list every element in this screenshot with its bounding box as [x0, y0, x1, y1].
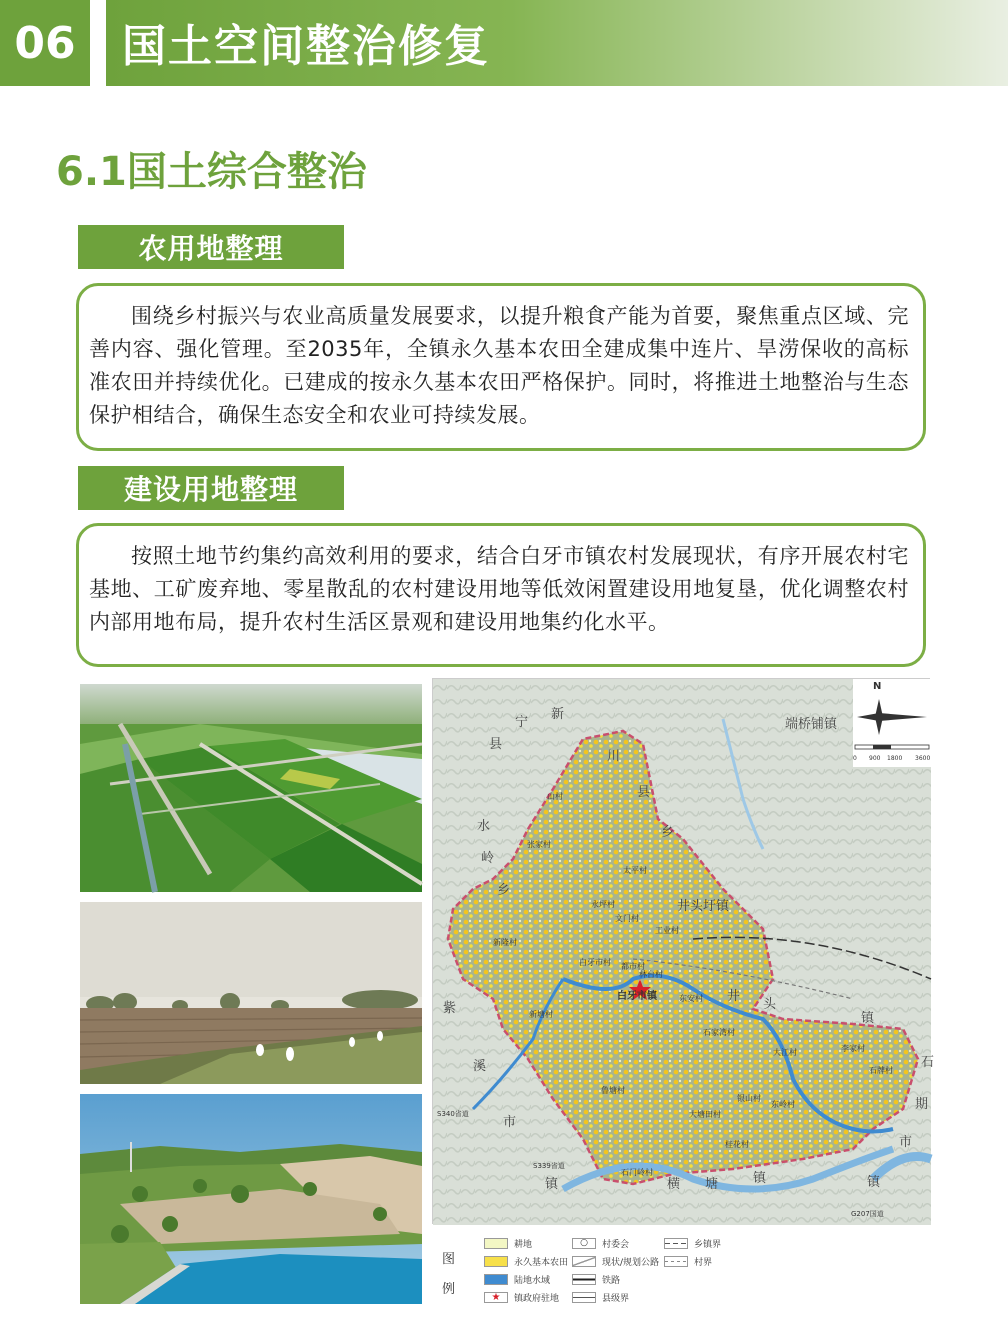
legend-item-town-boundary	[664, 1236, 721, 1250]
legend-label: 现状/规划公路	[602, 1257, 660, 1268]
railway-icon	[572, 1274, 596, 1285]
legend-label: 耕地	[514, 1239, 533, 1250]
center-town-label: 白牙市镇	[617, 991, 657, 1002]
legend-item-road	[572, 1254, 659, 1268]
village-label: 桂花村	[725, 1140, 749, 1149]
map-label-jing: 井	[727, 989, 741, 1004]
legend-item-town-gov	[484, 1290, 559, 1304]
village-label: 工业村	[655, 926, 679, 935]
chapter-title: 国土空间整治修复	[122, 21, 490, 72]
village-label: 林台村	[639, 970, 663, 979]
map-label-xiang2: 乡	[497, 883, 511, 898]
paragraph-farmland: 围绕乡村振兴与农业高质量发展要求，以提升粮食产能为首要，聚焦重点区域、完善内容、强化管理。至2035年，全镇永久基本农田全建成集中连片、旱涝保收的高标准农田并持续优化。已建成的按永久基本农田严格保护。同时，将推进土地整治与生态保护相结合，确保生态安全和农业可持续发展。	[89, 304, 909, 427]
village-label: 大江村	[773, 1048, 797, 1057]
village-label: 山村	[547, 792, 563, 801]
legend-swatch	[484, 1274, 508, 1285]
road-label-g207: G207国道	[851, 1210, 884, 1218]
village-label: 银山村	[737, 1094, 761, 1103]
photo-quarry-restoration	[80, 1094, 422, 1304]
village-label: 石家湾村	[703, 1028, 735, 1037]
village-label: 都市村	[621, 962, 645, 971]
scale-tick-0: 0	[853, 755, 857, 762]
photo-paddy-fields	[80, 684, 422, 892]
paragraph-construction: 按照土地节约集约高效利用的要求，结合白牙市镇农村发展现状，有序开展农村宅基地、工矿废弃地、零星散乱的农村建设用地等低效闲置建设用地复垦，优化调整农村内部用地布局，提升农村生活区景观和建设用地集约化水平。	[89, 544, 909, 634]
map-label-tou: 头	[763, 997, 777, 1012]
legend-swatch	[484, 1238, 508, 1249]
road-icon	[572, 1256, 596, 1267]
legend-item-village-committee	[572, 1236, 629, 1250]
compass-scale-panel	[853, 679, 931, 767]
legend-label: 县级界	[602, 1293, 630, 1304]
text-box-construction	[76, 523, 926, 667]
scale-bar-icon	[855, 745, 929, 751]
scale-tick-2: 1800	[887, 755, 903, 762]
legend-label: 永久基本农田	[514, 1257, 569, 1268]
village-label: 永坪村	[591, 900, 615, 909]
village-label: 石门岭村	[621, 1168, 653, 1177]
map-label-zhen: 镇	[545, 1177, 559, 1192]
map-label-shi2: 石	[921, 1055, 935, 1070]
village-label: 李家村	[841, 1044, 865, 1053]
map-label-tang: 塘	[705, 1177, 719, 1192]
map-legend	[432, 1226, 930, 1306]
map-label-shi: 市	[503, 1115, 517, 1130]
village-label: 白牙市村	[579, 958, 611, 967]
boundary-line-icon	[572, 1292, 596, 1303]
legend-label: 村委会	[602, 1239, 630, 1250]
text-box-farmland	[76, 283, 926, 451]
legend-item-village-boundary	[664, 1254, 712, 1268]
map-label-jingtouxu: 井头圩镇	[677, 899, 730, 914]
map-label-ning: 宁	[515, 715, 529, 730]
map-label-xian: 县	[489, 737, 503, 752]
village-label: 大塘田村	[689, 1110, 721, 1119]
village-label: 新隆村	[493, 938, 517, 947]
legend-swatch	[484, 1256, 508, 1267]
village-label: 东岭村	[771, 1100, 795, 1109]
map-label-zhen4: 镇	[867, 1175, 881, 1190]
village-label: 文门村	[615, 914, 639, 923]
map-label-heng: 横	[667, 1177, 681, 1192]
village-label: 东安村	[679, 994, 703, 1003]
scale-tick-3: 3600	[915, 755, 931, 762]
legend-title-char: 图	[442, 1252, 456, 1267]
chapter-number: 06	[0, 0, 90, 86]
road-label-s340: S340省道	[437, 1110, 469, 1118]
legend-label: 铁路	[602, 1275, 621, 1286]
scale-tick-1: 900	[869, 755, 881, 762]
legend-title-char: 例	[442, 1282, 456, 1297]
village-label: 太平村	[623, 866, 647, 875]
star-icon: ★	[484, 1292, 508, 1303]
road-label-s339: S339省道	[533, 1162, 565, 1170]
village-label: 鲁塘村	[601, 1086, 625, 1095]
subheading-construction: 建设用地整理	[78, 466, 344, 510]
legend-label: 村界	[694, 1257, 713, 1268]
circle-icon: ○	[572, 1238, 596, 1249]
legend-item-county-boundary	[572, 1290, 629, 1304]
map-label-zhen3: 镇	[753, 1171, 767, 1186]
village-label: 张家村	[527, 840, 551, 849]
village-label: 石牌村	[869, 1066, 893, 1075]
photo-plowed-field	[80, 902, 422, 1084]
legend-label: 陆地水域	[514, 1275, 551, 1286]
north-label: N	[873, 681, 882, 692]
compass-rose-icon	[857, 699, 927, 739]
map-label-shi3: 市	[899, 1135, 913, 1150]
map-label-xin: 新	[551, 707, 565, 722]
map-label-xian2: 县	[637, 785, 651, 800]
map-label-ling: 岭	[481, 851, 495, 866]
legend-label: 镇政府驻地	[514, 1293, 560, 1304]
land-consolidation-map	[432, 678, 935, 1224]
village-label: 新塘村	[529, 1010, 553, 1019]
legend-item-water	[484, 1272, 550, 1286]
section-title: 6.1国土综合整治	[56, 149, 367, 195]
map-label-xi: 溪	[473, 1059, 487, 1074]
map-label-duanqiaopu: 端桥铺镇	[785, 717, 838, 732]
map-label-zhen2: 镇	[861, 1011, 875, 1026]
map-label-qi: 期	[915, 1097, 929, 1112]
map-label-xiang: 乡	[661, 825, 675, 840]
legend-item-railway	[572, 1272, 620, 1286]
map-label-chuan: 川	[607, 749, 621, 764]
map-label-shui: 水	[477, 819, 491, 834]
dotted-line-icon	[664, 1256, 688, 1267]
legend-item-cultivated	[484, 1236, 532, 1250]
map-label-zi: 紫	[443, 1001, 457, 1016]
legend-item-basic-farmland	[484, 1254, 568, 1268]
subheading-farmland: 农用地整理	[78, 225, 344, 269]
legend-label: 乡镇界	[694, 1239, 722, 1250]
dashed-line-icon	[664, 1238, 688, 1249]
